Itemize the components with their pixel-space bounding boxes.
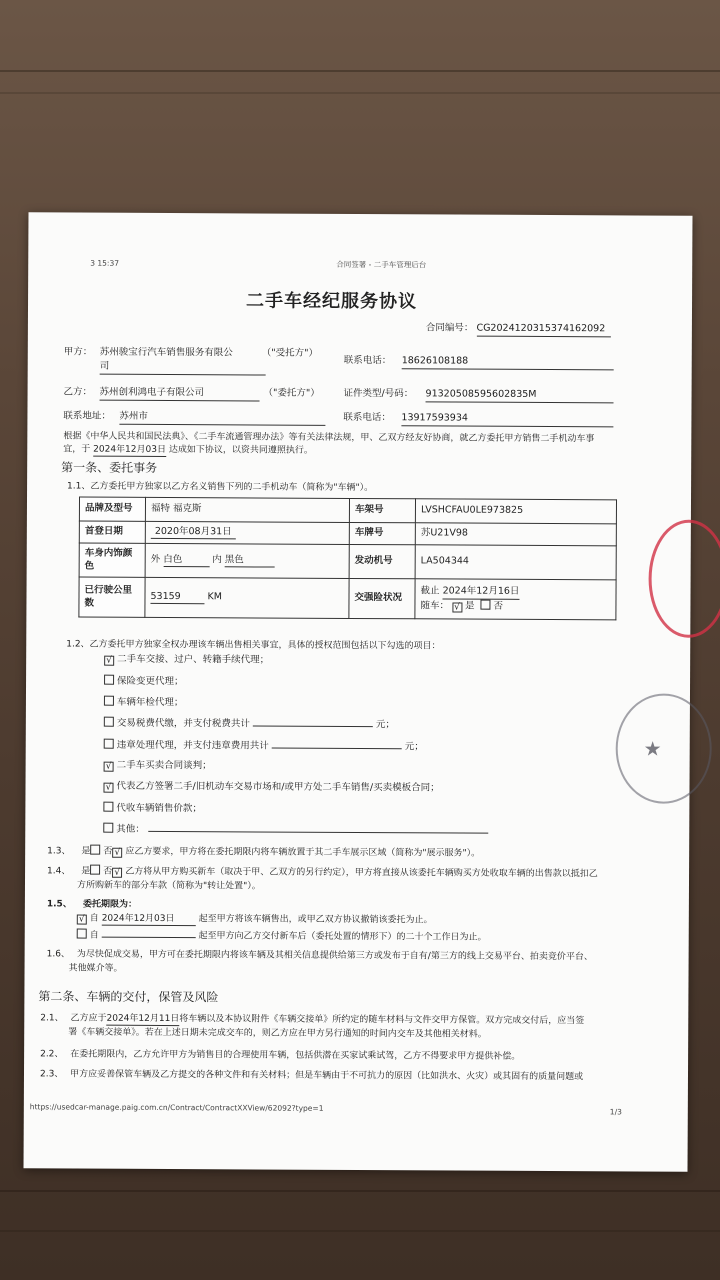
clause-1-4-line2: 方所购新车的部分车款（简称为"转让处置"）。 <box>76 880 261 892</box>
option-3-checkbox[interactable] <box>104 696 114 706</box>
party-a-phone: 18626108188 <box>402 355 614 370</box>
gray-seal-stamp <box>615 693 712 804</box>
clause-1-1: 1.1、乙方委托甲方独家以乙方名义销售下列的二手机动车（简称为"车辆"）。 <box>67 481 374 494</box>
vin-value: LVSHCFAU0LE973825 <box>415 499 616 524</box>
follow-label: 随车： <box>420 599 449 611</box>
clause-1-5-line1 <box>77 913 433 928</box>
party-a-name-line2: 司 <box>100 361 266 376</box>
option-4-checkbox[interactable] <box>104 717 114 727</box>
section-1-title: 第一条、委托事务 <box>61 460 158 475</box>
clause-2-3-text: 甲方应妥善保管车辆及乙方提交的各种文件和有关材料；但是车辆由于不可抗力的原因（比如洪水、火灾）或其固有的质量问题或 <box>70 1069 584 1083</box>
clause-1-5-title-text: 委托期限为： <box>82 899 138 910</box>
option-6-checkbox[interactable]: √ <box>104 762 114 772</box>
color-inner-prefix: 内 <box>212 553 222 565</box>
preamble-date: 2024年12月03日 <box>93 444 166 458</box>
document-title: 二手车经纪服务协议 <box>245 290 418 313</box>
clause-1-3-no-checkbox[interactable]: √ <box>112 848 122 858</box>
term-2-date-blank <box>102 937 196 938</box>
clause-1-3-num: 1.3、 <box>47 846 71 857</box>
address-label: 联系地址： <box>63 410 111 422</box>
party-a-phone-label: 联系电话： <box>343 354 392 367</box>
term-1-checkbox[interactable]: √ <box>77 915 87 925</box>
vin-label: 车架号 <box>349 498 415 522</box>
option-2-label: 保险变更代理； <box>117 675 184 688</box>
color-outer-value: 白色 <box>163 554 209 568</box>
engine-value: LA504344 <box>415 545 616 580</box>
option-8-checkbox[interactable] <box>103 802 113 812</box>
address-phone: 13917593934 <box>401 412 613 427</box>
party-b-name: 苏州创利鸿电子有限公司 <box>100 387 260 402</box>
vehicle-table <box>78 497 617 621</box>
insurance-prefix: 截止 <box>420 585 440 597</box>
option-8 <box>103 802 202 816</box>
follow-yes-label: 是 <box>464 600 475 612</box>
option-5 <box>104 739 424 754</box>
option-2-checkbox[interactable] <box>104 675 114 685</box>
option-3 <box>104 696 184 710</box>
party-a-role: （"受托方"） <box>261 347 319 359</box>
clause-2-1-num: 2.1、 <box>40 1013 64 1024</box>
engine-label: 发动机号 <box>349 544 415 578</box>
preamble-line1: 根据《中华人民共和国民法典》、《二手车流通管理办法》等有关法律法规，甲、乙双方经友好协商，就乙方委托甲方销售二手机动车事 <box>63 431 595 445</box>
preamble-suffix: 达成如下协议，以资共同遵照执行。 <box>168 445 313 456</box>
footer-page-number: 1/3 <box>609 1107 622 1117</box>
clause-1-2: 1.2、乙方委托甲方独家全权办理该车辆出售相关事宜，具体的授权范围包括以下勾选的项目： <box>66 639 441 652</box>
party-a-name-line1: 苏州骏宝行汽车销售服务有限公 <box>99 346 233 359</box>
clause-1-5-num: 1.5、 <box>46 899 72 910</box>
brand-label: 品牌及型号 <box>79 497 145 521</box>
party-b-role: （"委托方"） <box>263 387 320 399</box>
clause-1-5-title <box>47 898 137 911</box>
option-4-label: 交易税费代缴，并支付税费共计 <box>116 717 250 730</box>
address-value: 苏州市 <box>119 411 325 426</box>
option-7-checkbox[interactable]: √ <box>103 783 113 793</box>
reg-date-label: 首登日期 <box>79 521 145 543</box>
address-phone-label: 联系电话： <box>343 411 391 424</box>
option-1 <box>104 654 269 668</box>
clause-1-6-line2: 其他媒介等。 <box>68 963 123 974</box>
option-1-checkbox[interactable]: √ <box>104 656 114 666</box>
option-7 <box>103 781 439 796</box>
option-9-label: 其他： <box>116 823 145 835</box>
insurance-cell <box>415 579 616 620</box>
option-9-checkbox[interactable] <box>103 823 113 833</box>
print-time: 3 15:37 <box>90 258 120 268</box>
seal-star-icon: ★ <box>643 736 662 761</box>
plate-label: 车牌号 <box>349 522 415 544</box>
insurance-label: 交强险状况 <box>349 578 415 618</box>
option-5-unit: 元； <box>404 741 424 753</box>
clause-2-2 <box>40 1048 520 1063</box>
contract-number-label: 合同编号： <box>425 322 474 334</box>
clause-1-4-num: 1.4、 <box>47 866 71 877</box>
party-b-id: 91320508595602835M <box>426 388 614 403</box>
option-9 <box>103 823 488 839</box>
party-a-label: 甲方： <box>63 346 93 358</box>
clause-1-5-line2 <box>77 929 487 944</box>
term-1-text: 起至甲方将该车辆售出，或甲乙双方协议撤销该委托为止。 <box>198 914 433 926</box>
option-4-unit: 元； <box>375 719 395 731</box>
clause-1-6-num: 1.6、 <box>46 949 70 960</box>
term-1-prefix: 自 <box>89 913 99 924</box>
clause-1-4-no: 否 <box>103 866 113 877</box>
contract-number-value: CG20241203153741620​92 <box>476 323 610 338</box>
contract-page <box>24 212 693 1171</box>
clause-1-3-yes: 是 <box>81 846 91 857</box>
red-seal-stamp <box>648 520 720 638</box>
option-8-label: 代收车辆销售价款； <box>116 802 202 815</box>
option-7-label: 代表乙方签署二手/旧机动车交易市场和/或甲方处二手车销售/买卖模板合同； <box>116 780 440 794</box>
clause-1-3 <box>47 844 480 859</box>
clause-1-4-yes: 是 <box>81 866 91 877</box>
option-5-checkbox[interactable] <box>104 739 114 749</box>
color-inner-value: 黑色 <box>225 554 275 568</box>
preamble-prefix: 宜，于 <box>63 444 91 455</box>
clause-1-4-text: 乙方将从甲方购买新车（取决于甲、乙双方的另行约定），甲方将直接从该委托车辆购买方处收取车辆的出售款以抵扣乙 <box>125 866 598 880</box>
clause-2-1-line2: 署《车辆交接单》。若在上述日期未完成交车的，则乙方应在甲方另行通知的时间内交车及其他相关材料。 <box>68 1027 487 1040</box>
brand-value: 福特 福克斯 <box>145 497 349 522</box>
footer-url: https://usedcar-manage.paig.com.cn/Contract/ContractXXView/62092?type=1 <box>29 1102 324 1113</box>
follow-no-checkbox[interactable] <box>481 599 491 609</box>
option-1-label: 二手车交接、过户、转籍手续代理； <box>117 653 270 666</box>
preamble-line2 <box>63 443 313 457</box>
clause-1-4-no-checkbox[interactable]: √ <box>112 868 122 878</box>
clause-1-4 <box>47 864 598 880</box>
option-9-other-blank <box>148 831 488 834</box>
option-4-amount-blank <box>253 725 373 727</box>
term-2-prefix: 自 <box>89 930 99 941</box>
term-2-checkbox[interactable] <box>77 929 87 939</box>
clause-2-1-prefix: 乙方应于 <box>70 1013 107 1024</box>
option-4 <box>104 717 395 732</box>
color-label: 车身内饰颜色 <box>79 543 145 577</box>
print-header-site: 合同签署 - 二手车管理后台 <box>336 259 427 270</box>
section-2-title: 第二条、车辆的交付，保管及风险 <box>38 989 219 1005</box>
option-6 <box>104 760 212 773</box>
clause-1-3-no: 否 <box>103 846 113 857</box>
clause-1-6-text: 为尽快促成交易，甲方可在委托期限内将该车辆及其相关信息提供给第三方或发布于自有/第三方的线上交易平台、拍卖竞价平台、 <box>76 949 593 963</box>
mileage-value: 53159 <box>150 591 204 605</box>
clause-1-3-text: 应乙方要求，甲方将在委托期限内将车辆放置于其二手车展示区域（简称为"展示服务"）。 <box>125 846 481 859</box>
clause-1-3-yes-checkbox[interactable] <box>90 845 100 855</box>
contract-number-row <box>426 322 611 337</box>
mileage-label: 已行驶公里数 <box>79 577 145 617</box>
clause-2-2-text: 在委托期限内，乙方允许甲方为销售目的合理使用车辆，包括供潜在买家试乘试驾，乙方不得要求甲方提供补偿。 <box>70 1049 521 1062</box>
reg-date-cell <box>145 521 349 544</box>
option-5-amount-blank <box>272 748 402 750</box>
clause-2-2-num: 2.2、 <box>40 1049 64 1060</box>
color-cell <box>145 543 349 578</box>
clause-1-4-yes-checkbox[interactable] <box>90 865 100 875</box>
clause-2-3-num: 2.3、 <box>39 1069 64 1080</box>
color-outer-prefix: 外 <box>150 553 161 565</box>
option-2 <box>104 675 184 689</box>
clause-1-6 <box>47 948 593 963</box>
term-1-date: 2024年12月03日 <box>102 913 196 927</box>
clause-2-3 <box>40 1068 583 1083</box>
follow-no-label: 否 <box>493 600 504 612</box>
party-b-id-label: 证件类型/号码： <box>343 387 414 400</box>
term-2-text: 起至甲方向乙方交付新车后（委托处置的情形下）的二十个工作日为止。 <box>198 931 487 943</box>
mileage-unit: KM <box>207 590 222 602</box>
option-3-label: 车辆年检代理； <box>116 696 184 709</box>
option-5-label: 违章处理代理，并支付违章费用共计 <box>116 739 269 752</box>
option-6-label: 二手车买卖合同谈判； <box>116 759 212 772</box>
clause-2-1-date: 2024年12月11日 <box>106 1013 179 1027</box>
insurance-date: 2024年12月16日 <box>443 585 520 599</box>
plate-value: 苏U21V98 <box>415 523 616 546</box>
clause-2-1-text: 将车辆以及本协议附件《车辆交接单》所约定的随车材料与文件交甲方保管。双方完成交付后，应当签 <box>179 1014 585 1027</box>
follow-yes-checkbox[interactable]: √ <box>452 602 462 612</box>
reg-date-value: 2020年08月31日 <box>151 526 236 540</box>
party-b-label: 乙方： <box>63 386 93 398</box>
mileage-cell <box>145 577 349 618</box>
